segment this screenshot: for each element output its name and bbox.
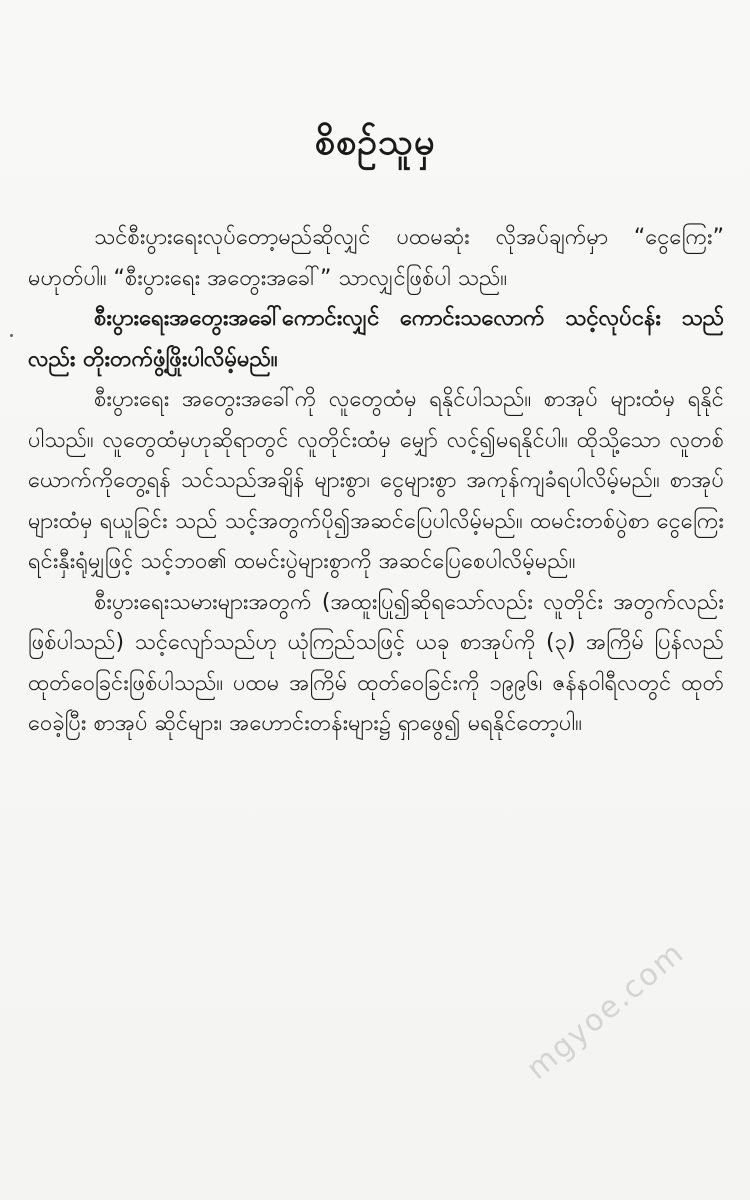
paragraph-3: စီးပွားရေး အတွေးအခေါ်ကို လူတွေထံမှ ရနိုင်ပါသည်။ စာအုပ် များထံမှ ရနိုင်ပါသည်။ လူတွေထံမှဟုဆိုရာတွင် လူတိုင်းထံမှ မျှော် လင့်၍မရနိုင်ပါ။ ထိုသို့သော လူတစ်ယောက်ကိုတွေ့ရန် သင်သည်အချိန် များစွာ၊ ငွေများစွာ အကုန်ကျခံရပါလိမ့်မည်။ စာအုပ်များထံမှ ရယူခြင်း သည် သင့်အတွက်ပို၍အဆင်ပြေပါလိမ့်မည်။ ထမင်းတစ်ပွဲစာ ငွေကြေး ရင်းနှီးရုံမျှဖြင့် သင့်ဘဝ၏ ထမင်းပွဲများစွာကို အဆင်ပြေစေပါလိမ့်မည်။ bbox=[28, 387, 724, 574]
paragraph-4: စီးပွားရေးသမားများအတွက် (အထူးပြု၍ဆိုရသော်လည်း လူတိုင်း အတွက်လည်းဖြစ်ပါသည်) သင့်လျော်သည်ဟု ယုံကြည်သဖြင့် ယခု စာအုပ်ကို (၃) အကြိမ် ပြန်လည်ထုတ်ဝေခြင်းဖြစ်ပါသည်။ ပထမ အကြိမ် ထုတ်ဝေခြင်းကို ၁၉၉၆၊ ဇန်နဝါရီလတွင် ထုတ်ဝေခဲ့ပြီး စာအုပ် ဆိုင်များ၊ အဟောင်းတန်းများ၌ ရှာဖွေ၍ မရနိုင်တော့ပါ။ bbox=[28, 589, 724, 736]
body-text bbox=[28, 218, 724, 745]
ink-speck bbox=[10, 334, 13, 337]
site-watermark: mgyoe.com bbox=[520, 935, 692, 1087]
page-title: စိစဥ်သူမှ bbox=[314, 122, 436, 163]
paragraph-2: စီးပွားရေးအတွေးအခေါ်ကောင်းလျှင် ကောင်းသလောက် သင့်လုပ်ငန်း သည်လည်း တိုးတက်ဖွံ့ဖြိုးပါလိမ့်မည်။ bbox=[28, 306, 724, 372]
paragraph-1: သင်စီးပွားရေးလုပ်တော့မည်ဆိုလျှင် ပထမဆုံး လိုအပ်ချက်မှာ “ငွေကြေး” မဟုတ်ပါ။ “စီးပွားရေး အတွေးအခေါ်” သာလျှင်ဖြစ်ပါ သည်။ bbox=[28, 225, 724, 291]
